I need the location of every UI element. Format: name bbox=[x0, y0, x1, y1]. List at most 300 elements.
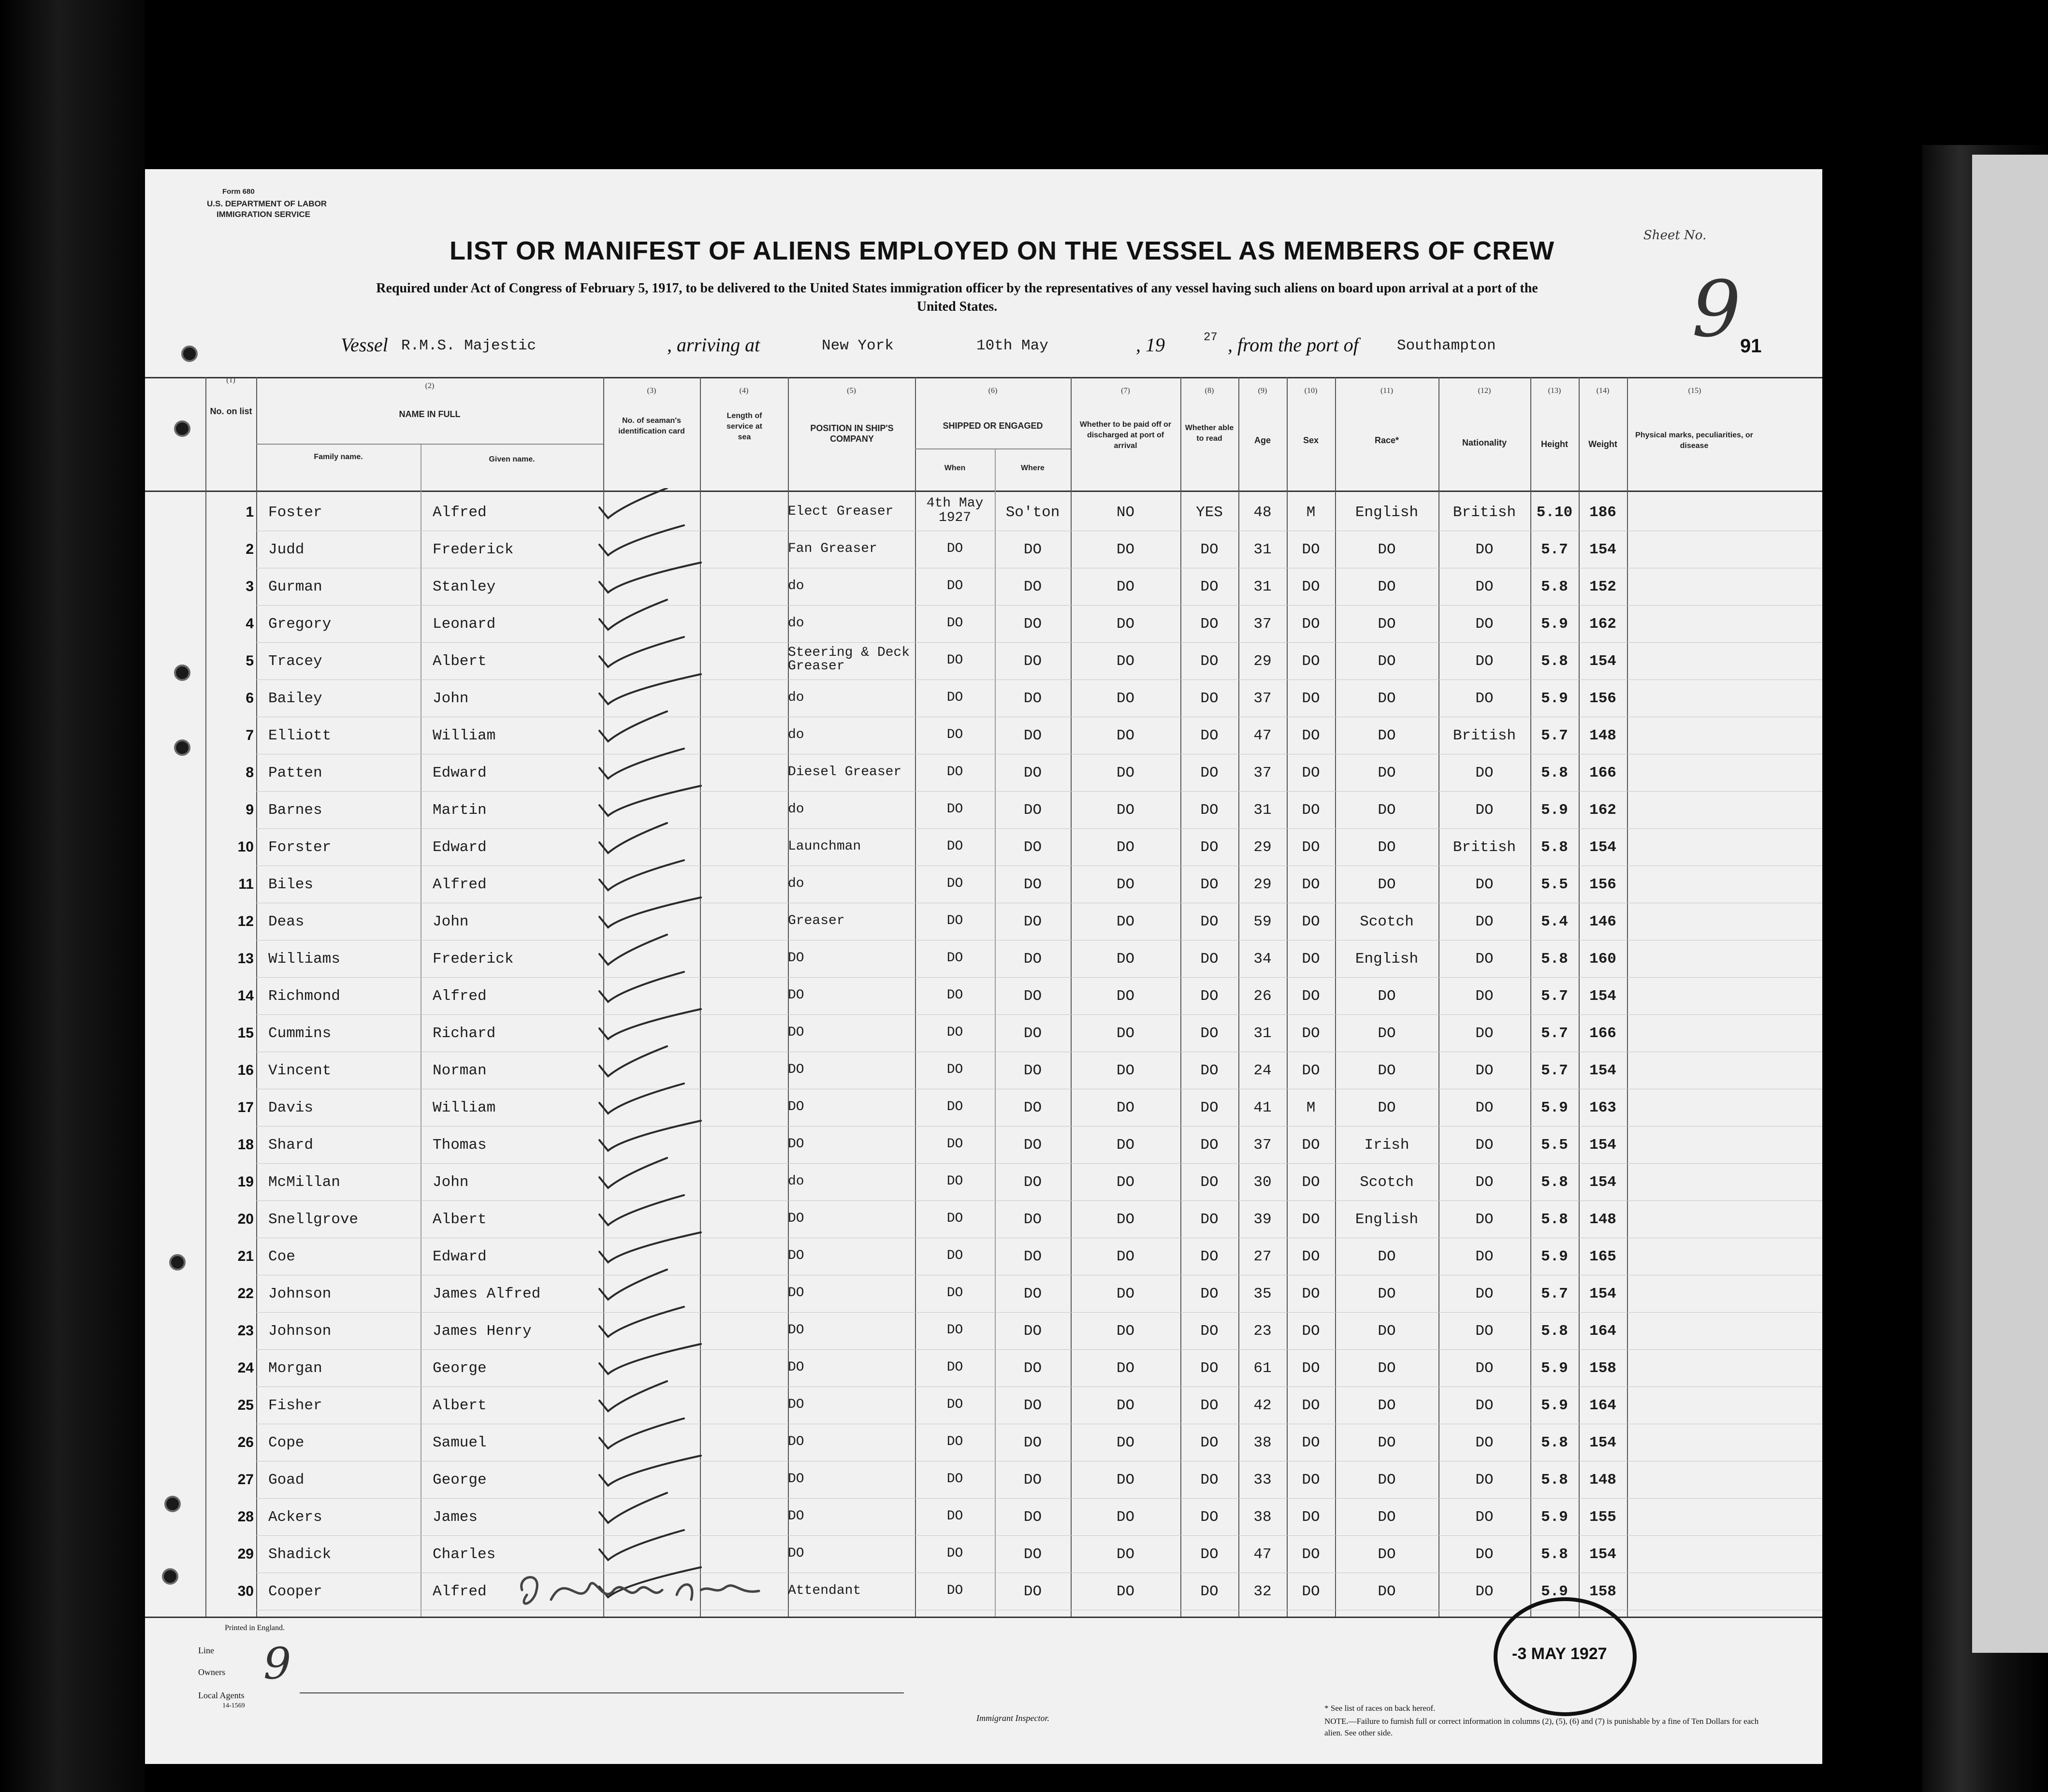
height: 5.9 bbox=[1541, 1360, 1568, 1377]
punch-hole bbox=[174, 420, 190, 437]
nationality: DO bbox=[1475, 1509, 1494, 1526]
nationality: DO bbox=[1475, 876, 1494, 893]
able-to-read: DO bbox=[1200, 1137, 1219, 1154]
sex: DO bbox=[1302, 1546, 1320, 1563]
age: 29 bbox=[1253, 876, 1272, 893]
check-mark bbox=[599, 823, 667, 853]
race: DO bbox=[1378, 1286, 1396, 1302]
position: Elect Greaser bbox=[788, 504, 894, 519]
col-header-height: Height bbox=[1541, 439, 1568, 449]
height: 5.8 bbox=[1541, 1546, 1568, 1563]
row-number: 26 bbox=[237, 1434, 254, 1450]
family-name: Barnes bbox=[268, 802, 322, 819]
shipped-where: DO bbox=[1023, 1472, 1042, 1489]
shipped-where: DO bbox=[1023, 988, 1042, 1005]
weight: 154 bbox=[1589, 988, 1616, 1005]
sex: DO bbox=[1302, 653, 1320, 670]
sex: DO bbox=[1302, 690, 1320, 707]
col-header-name: NAME IN FULL bbox=[399, 409, 461, 419]
shipped-when: DO bbox=[946, 1360, 963, 1375]
nationality: British bbox=[1452, 839, 1516, 856]
row-number: 6 bbox=[246, 690, 254, 706]
shipped-when: DO bbox=[946, 541, 963, 556]
weight: 154 bbox=[1589, 1062, 1616, 1079]
age: 31 bbox=[1253, 1025, 1272, 1042]
age: 26 bbox=[1253, 988, 1272, 1005]
height: 5.8 bbox=[1541, 839, 1568, 856]
weight: 165 bbox=[1589, 1248, 1616, 1265]
weight: 154 bbox=[1589, 1286, 1616, 1302]
col-num: (1) bbox=[226, 376, 235, 384]
given-name: Albert bbox=[433, 653, 487, 670]
col-num: (5) bbox=[847, 387, 856, 395]
height: 5.8 bbox=[1541, 765, 1568, 781]
paid-off: DO bbox=[1116, 1360, 1135, 1377]
sex: DO bbox=[1302, 839, 1320, 856]
shipped-when: DO bbox=[946, 1286, 963, 1301]
age: 31 bbox=[1253, 541, 1272, 558]
shipped-when: DO bbox=[946, 913, 963, 928]
scan-left-edge bbox=[0, 0, 145, 1792]
height: 5.9 bbox=[1541, 1583, 1568, 1600]
race: DO bbox=[1378, 1397, 1396, 1414]
sex: DO bbox=[1302, 1583, 1320, 1600]
row-number: 13 bbox=[237, 951, 254, 967]
able-to-read: DO bbox=[1200, 1509, 1219, 1526]
race: DO bbox=[1378, 690, 1396, 707]
age: 31 bbox=[1253, 802, 1272, 819]
col-header-age: Age bbox=[1254, 435, 1271, 445]
nationality: DO bbox=[1475, 1397, 1494, 1414]
shipped-where: DO bbox=[1023, 1248, 1042, 1265]
col-num: (10) bbox=[1304, 387, 1318, 395]
able-to-read: DO bbox=[1200, 1583, 1219, 1600]
shipped-when: DO bbox=[946, 727, 963, 742]
col-num: (2) bbox=[425, 382, 435, 390]
manifest-subtitle: Required under Act of Congress of February 5, 1917, to be delivered to the United States immigration officer by the representatives of any vessel having such aliens on board upon arrival at a port of the United States. bbox=[376, 281, 1538, 314]
able-to-read: DO bbox=[1200, 1174, 1219, 1191]
weight: 166 bbox=[1589, 765, 1616, 781]
position: Diesel Greaser bbox=[788, 765, 902, 780]
given-name: Norman bbox=[433, 1062, 487, 1079]
family-name: Shadick bbox=[268, 1546, 332, 1563]
height: 5.8 bbox=[1541, 1323, 1568, 1340]
check-mark bbox=[599, 1418, 684, 1448]
sex: DO bbox=[1302, 1434, 1320, 1451]
nationality: DO bbox=[1475, 1248, 1494, 1265]
sex: DO bbox=[1302, 913, 1320, 930]
weight: 164 bbox=[1589, 1397, 1616, 1414]
col-header-no: No. on list bbox=[210, 406, 252, 416]
check-mark bbox=[599, 860, 684, 890]
race: DO bbox=[1378, 1509, 1396, 1526]
family-name: Gregory bbox=[268, 616, 332, 633]
nationality: DO bbox=[1475, 913, 1494, 930]
position: do bbox=[788, 690, 804, 705]
race: DO bbox=[1378, 1546, 1396, 1563]
sex: DO bbox=[1302, 616, 1320, 633]
nationality: DO bbox=[1475, 802, 1494, 819]
row-number: 24 bbox=[237, 1360, 254, 1376]
from-port-label: , from the port of bbox=[1228, 334, 1359, 356]
height: 5.8 bbox=[1541, 653, 1568, 670]
row-number: 15 bbox=[237, 1025, 254, 1041]
row-number: 14 bbox=[237, 988, 254, 1004]
check-mark bbox=[599, 1158, 667, 1188]
height: 5.9 bbox=[1541, 1509, 1568, 1526]
paid-off: DO bbox=[1116, 765, 1135, 781]
weight: 148 bbox=[1589, 727, 1616, 744]
weight: 163 bbox=[1589, 1099, 1616, 1116]
position: Steering & Deck Greaser bbox=[788, 646, 910, 673]
position: DO bbox=[788, 1360, 804, 1375]
shipped-where: So'ton bbox=[1005, 504, 1060, 521]
able-to-read: DO bbox=[1200, 653, 1219, 670]
col-header-when: When bbox=[944, 464, 966, 472]
given-name: James Alfred bbox=[433, 1286, 541, 1302]
form-number: Form 680 bbox=[222, 188, 255, 196]
sex: DO bbox=[1302, 1025, 1320, 1042]
sex: DO bbox=[1302, 1174, 1320, 1191]
check-mark bbox=[599, 1307, 684, 1337]
race: DO bbox=[1378, 876, 1396, 893]
able-to-read: DO bbox=[1200, 727, 1219, 744]
paid-off: DO bbox=[1116, 653, 1135, 670]
shipped-where: DO bbox=[1023, 1062, 1042, 1079]
age: 38 bbox=[1253, 1434, 1272, 1451]
position: DO bbox=[788, 1248, 804, 1263]
arrival-port: New York bbox=[822, 337, 894, 354]
row-rule bbox=[256, 642, 1822, 643]
race: DO bbox=[1378, 839, 1396, 856]
weight: 164 bbox=[1589, 1323, 1616, 1340]
col-num: (3) bbox=[647, 387, 656, 395]
nationality: DO bbox=[1475, 1025, 1494, 1042]
shipped-where: DO bbox=[1023, 690, 1042, 707]
age: 27 bbox=[1253, 1248, 1272, 1265]
year-prefix: , 19 bbox=[1136, 334, 1165, 356]
shipped-where: DO bbox=[1023, 1025, 1042, 1042]
height: 5.5 bbox=[1541, 1137, 1568, 1154]
footer-owners-label: Owners bbox=[198, 1667, 225, 1677]
height: 5.8 bbox=[1541, 1434, 1568, 1451]
shipped-where: DO bbox=[1023, 541, 1042, 558]
shipped-when: DO bbox=[946, 1583, 963, 1598]
position: DO bbox=[788, 1286, 804, 1301]
race: DO bbox=[1378, 653, 1396, 670]
nationality: DO bbox=[1475, 1323, 1494, 1340]
nationality: DO bbox=[1475, 1286, 1494, 1302]
height: 5.8 bbox=[1541, 1472, 1568, 1489]
race: DO bbox=[1378, 802, 1396, 819]
able-to-read: DO bbox=[1200, 988, 1219, 1005]
col-header-position: POSITION IN SHIP'S COMPANY bbox=[810, 423, 894, 444]
printed-in: Printed in England. bbox=[225, 1624, 285, 1632]
race: Scotch bbox=[1360, 913, 1414, 930]
able-to-read: DO bbox=[1200, 802, 1219, 819]
age: 47 bbox=[1253, 1546, 1272, 1563]
able-to-read: DO bbox=[1200, 1360, 1219, 1377]
sex: DO bbox=[1302, 802, 1320, 819]
race: DO bbox=[1378, 1360, 1396, 1377]
col-num: (7) bbox=[1121, 387, 1130, 395]
paid-off: DO bbox=[1116, 802, 1135, 819]
nationality: DO bbox=[1475, 690, 1494, 707]
paid-off: DO bbox=[1116, 690, 1135, 707]
shipped-when: DO bbox=[946, 1434, 963, 1449]
able-to-read: DO bbox=[1200, 1025, 1219, 1042]
height: 5.7 bbox=[1541, 727, 1568, 744]
given-name: John bbox=[433, 1174, 469, 1191]
check-mark bbox=[599, 1530, 684, 1560]
paid-off: DO bbox=[1116, 1323, 1135, 1340]
form-code: 14-1569 bbox=[222, 1702, 245, 1709]
age: 61 bbox=[1253, 1360, 1272, 1377]
paid-off: DO bbox=[1116, 1583, 1135, 1600]
row-number: 17 bbox=[237, 1099, 254, 1115]
family-name: Elliott bbox=[268, 727, 332, 744]
height: 5.7 bbox=[1541, 988, 1568, 1005]
position: do bbox=[788, 616, 804, 631]
manifest-title: LIST OR MANIFEST OF ALIENS EMPLOYED ON THE VESSEL AS MEMBERS OF CREW bbox=[450, 236, 1555, 265]
shipped-when: DO bbox=[946, 951, 963, 966]
position: DO bbox=[788, 1323, 804, 1338]
age: 48 bbox=[1253, 504, 1272, 521]
family-name: Davis bbox=[268, 1099, 314, 1116]
col-num: (11) bbox=[1380, 387, 1394, 395]
position: do bbox=[788, 1174, 804, 1189]
check-mark bbox=[599, 1232, 701, 1262]
paid-off: DO bbox=[1116, 1546, 1135, 1563]
check-mark bbox=[599, 674, 701, 704]
height: 5.4 bbox=[1541, 913, 1568, 930]
row-rule bbox=[256, 791, 1822, 792]
race: English bbox=[1355, 1211, 1419, 1228]
able-to-read: DO bbox=[1200, 1248, 1219, 1265]
position: DO bbox=[788, 1546, 804, 1561]
col-num: (4) bbox=[739, 387, 749, 395]
position: Attendant bbox=[788, 1583, 861, 1598]
row-number: 9 bbox=[246, 802, 254, 818]
punch-hole bbox=[169, 1254, 186, 1271]
weight: 160 bbox=[1589, 951, 1616, 968]
paid-off: DO bbox=[1116, 541, 1135, 558]
race: DO bbox=[1378, 1062, 1396, 1079]
shipped-when: DO bbox=[946, 1062, 963, 1077]
given-name: Stanley bbox=[433, 578, 496, 595]
row-number: 27 bbox=[237, 1472, 254, 1488]
given-name: George bbox=[433, 1472, 487, 1489]
family-name: Deas bbox=[268, 913, 305, 930]
age: 23 bbox=[1253, 1323, 1272, 1340]
col-header-id-card: No. of seaman's identification card bbox=[618, 417, 685, 435]
given-name: George bbox=[433, 1360, 487, 1377]
col-num: (6) bbox=[988, 387, 998, 395]
row-rule bbox=[256, 1014, 1822, 1015]
row-rule bbox=[256, 1126, 1822, 1127]
age: 29 bbox=[1253, 653, 1272, 670]
height: 5.7 bbox=[1541, 1062, 1568, 1079]
immigration-stamp bbox=[1494, 1597, 1637, 1716]
col-header-read: Whether able to read bbox=[1185, 424, 1234, 443]
height: 5.9 bbox=[1541, 1248, 1568, 1265]
age: 39 bbox=[1253, 1211, 1272, 1228]
height: 5.8 bbox=[1541, 1174, 1568, 1191]
weight: 148 bbox=[1589, 1211, 1616, 1228]
arrival-date: 10th May bbox=[976, 337, 1048, 354]
position: Fan Greaser bbox=[788, 541, 877, 556]
age: 41 bbox=[1253, 1099, 1272, 1116]
adjacent-page-flap bbox=[1972, 155, 2048, 1653]
able-to-read: DO bbox=[1200, 913, 1219, 930]
family-name: Cooper bbox=[268, 1583, 322, 1600]
punch-hole bbox=[164, 1496, 181, 1512]
shipped-where: DO bbox=[1023, 616, 1042, 633]
family-name: Goad bbox=[268, 1472, 305, 1489]
row-number: 3 bbox=[246, 578, 254, 594]
arriving-label: , arriving at bbox=[667, 334, 760, 356]
col-num: (9) bbox=[1258, 387, 1267, 395]
position: do bbox=[788, 727, 804, 742]
family-name: Coe bbox=[268, 1248, 295, 1265]
position: DO bbox=[788, 1137, 804, 1152]
height: 5.9 bbox=[1541, 1397, 1568, 1414]
family-name: McMillan bbox=[268, 1174, 340, 1191]
shipped-when: DO bbox=[946, 1174, 963, 1189]
paid-off: DO bbox=[1116, 839, 1135, 856]
race: DO bbox=[1378, 1323, 1396, 1340]
age: 47 bbox=[1253, 727, 1272, 744]
row-number: 25 bbox=[237, 1397, 254, 1413]
manifest-sheet bbox=[145, 169, 1822, 1764]
family-name: Snellgrove bbox=[268, 1211, 359, 1228]
vessel-label: Vessel bbox=[341, 334, 388, 356]
shipped-when: DO bbox=[946, 578, 963, 593]
check-mark bbox=[599, 1121, 701, 1151]
weight: 154 bbox=[1589, 541, 1616, 558]
paid-off: DO bbox=[1116, 1397, 1135, 1414]
row-number: 16 bbox=[237, 1062, 254, 1078]
family-name: Cope bbox=[268, 1434, 305, 1451]
age: 42 bbox=[1253, 1397, 1272, 1414]
sex: DO bbox=[1302, 578, 1320, 595]
able-to-read: DO bbox=[1200, 541, 1219, 558]
sex: DO bbox=[1302, 1137, 1320, 1154]
weight: 152 bbox=[1589, 578, 1616, 595]
race: DO bbox=[1378, 727, 1396, 744]
sex: DO bbox=[1302, 727, 1320, 744]
shipped-where: DO bbox=[1023, 1509, 1042, 1526]
weight: 156 bbox=[1589, 690, 1616, 707]
arrival-year: 27 bbox=[1204, 331, 1218, 344]
col-header-physical-marks: Physical marks, peculiarities, or disease bbox=[1635, 431, 1753, 450]
row-rule bbox=[256, 1498, 1822, 1499]
sex: DO bbox=[1302, 541, 1320, 558]
race: DO bbox=[1378, 541, 1396, 558]
shipped-when: 4th May 1927 bbox=[926, 496, 984, 525]
weight: 162 bbox=[1589, 802, 1616, 819]
given-name: Richard bbox=[433, 1025, 496, 1042]
position: DO bbox=[788, 1099, 804, 1114]
family-name: Johnson bbox=[268, 1286, 332, 1302]
col-num: (14) bbox=[1596, 387, 1610, 395]
row-rule bbox=[256, 679, 1822, 680]
family-name: Vincent bbox=[268, 1062, 332, 1079]
shipped-subheader-line bbox=[915, 448, 1071, 449]
check-mark bbox=[599, 1344, 701, 1374]
shipped-when: DO bbox=[946, 876, 963, 891]
weight: 154 bbox=[1589, 1434, 1616, 1451]
check-mark bbox=[599, 637, 684, 667]
age: 37 bbox=[1253, 1137, 1272, 1154]
checkmark-column bbox=[595, 488, 749, 1614]
check-mark bbox=[599, 1009, 701, 1039]
weight: 154 bbox=[1589, 1546, 1616, 1563]
weight: 154 bbox=[1589, 653, 1616, 670]
shipped-when: DO bbox=[946, 1546, 963, 1561]
shipped-when: DO bbox=[946, 1137, 963, 1152]
shipped-where: DO bbox=[1023, 1137, 1042, 1154]
row-number: 18 bbox=[237, 1137, 254, 1153]
row-rule bbox=[256, 1312, 1822, 1313]
given-name: Leonard bbox=[433, 616, 496, 633]
height: 5.9 bbox=[1541, 690, 1568, 707]
shipped-where: DO bbox=[1023, 653, 1042, 670]
paid-off: DO bbox=[1116, 1137, 1135, 1154]
weight: 146 bbox=[1589, 913, 1616, 930]
row-number: 29 bbox=[237, 1546, 254, 1562]
age: 32 bbox=[1253, 1583, 1272, 1600]
race: DO bbox=[1378, 1472, 1396, 1489]
nationality: DO bbox=[1475, 1211, 1494, 1228]
row-number: 12 bbox=[237, 913, 254, 929]
department: U.S. DEPARTMENT OF LABOR bbox=[207, 199, 327, 208]
race-note: * See list of races on back hereof. bbox=[1324, 1704, 1436, 1713]
paid-off: DO bbox=[1116, 1062, 1135, 1079]
able-to-read: DO bbox=[1200, 1472, 1219, 1489]
able-to-read: DO bbox=[1200, 1546, 1219, 1563]
family-name: Forster bbox=[268, 839, 332, 856]
given-name: Thomas bbox=[433, 1137, 487, 1154]
nationality: DO bbox=[1475, 578, 1494, 595]
shipped-where: DO bbox=[1023, 1360, 1042, 1377]
race: DO bbox=[1378, 988, 1396, 1005]
row-number: 20 bbox=[237, 1211, 254, 1227]
sex: DO bbox=[1302, 1323, 1320, 1340]
age: 24 bbox=[1253, 1062, 1272, 1079]
nationality: DO bbox=[1475, 951, 1494, 968]
shipped-when: DO bbox=[946, 1099, 963, 1114]
row-number: 21 bbox=[237, 1248, 254, 1264]
height: 5.10 bbox=[1536, 504, 1573, 521]
shipped-where: DO bbox=[1023, 727, 1042, 744]
row-number: 11 bbox=[238, 876, 254, 892]
height: 5.8 bbox=[1541, 951, 1568, 968]
stamp-date: -3 MAY 1927 bbox=[1512, 1645, 1607, 1663]
given-name: Samuel bbox=[433, 1434, 487, 1451]
able-to-read: DO bbox=[1200, 690, 1219, 707]
row-number: 4 bbox=[246, 616, 254, 632]
paid-off: DO bbox=[1116, 1286, 1135, 1302]
shipped-where: DO bbox=[1023, 876, 1042, 893]
given-name: John bbox=[433, 690, 469, 707]
nationality: DO bbox=[1475, 1546, 1494, 1563]
signature-line bbox=[300, 1692, 904, 1693]
race: DO bbox=[1378, 616, 1396, 633]
sex: DO bbox=[1302, 1211, 1320, 1228]
row-rule bbox=[256, 828, 1822, 829]
nationality: DO bbox=[1475, 765, 1494, 781]
